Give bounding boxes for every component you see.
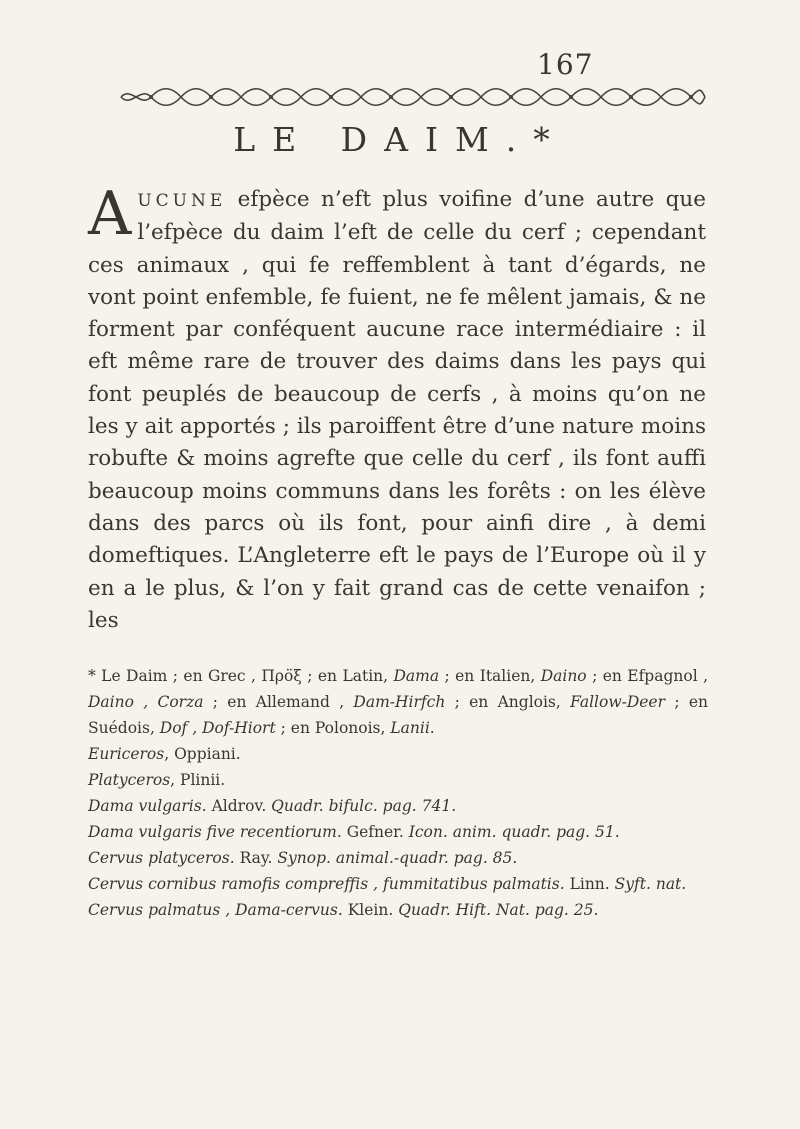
footnote-text: * Le Daim ; en Grec , (88, 667, 262, 685)
drop-cap: A (88, 179, 132, 249)
reference-citation: Icon. anim. quadr. pag. 51. (408, 823, 620, 841)
first-word: UCUNE (137, 191, 227, 211)
reference-name: Euriceros (88, 745, 165, 763)
footnote-text: ; en Efpagnol , (586, 667, 708, 685)
reference-name: Cervus platyceros. (88, 849, 235, 867)
footnote-reference (88, 845, 708, 871)
footnote-reference (88, 871, 708, 897)
reference-author: , Plinii. (170, 771, 226, 789)
reference-name: Dama vulgaris five recentiorum. (88, 823, 342, 841)
reference-name: Cervus cornibus ramofis compreffis , fummitatibus palmatis. (88, 875, 565, 893)
latin-name: Dama (393, 667, 440, 685)
reference-author: , Oppiani. (164, 745, 241, 763)
reference-author: Aldrov. (206, 797, 272, 815)
polish-name: Lanii. (390, 719, 435, 737)
footnote-reference (88, 767, 708, 793)
footnote-text: ; en Italien, (439, 667, 541, 685)
footnote-text: ; en Allemand , (203, 693, 354, 711)
greek-name: Προ̈ξ (261, 667, 302, 685)
english-name: Fallow-Deer (570, 693, 666, 711)
reference-author: Gefner. (341, 823, 409, 841)
paragraph-text: efpèce n’eft plus voifine d’une autre que l’efpèce du daim l’eft de celle du cerf ; cependant ces animaux , qui fe reffemblent à tant d’égards, ne vont point enfemble, fe fuient, ne fe mêlent jamais, & ne forment par conféquent aucune race intermédiaire : il eft même rare de trouver des daims dans les pays qui font peuplés de beaucoup de cerfs , à moins qu’on ne les y ait apportés ; ils paroiffent être d’une nature moins robufte & moins agrefte que celle du cerf , ils font auffi beaucoup moins communs dans les forêts : on les élève dans des parcs où ils font, pour ainfi dire , à demi domeftiques. L’Angleterre eft le pays de l’Europe où il y en a le plus, & l’on y fait grand cas de cette venaifon ; les (88, 187, 706, 633)
reference-author: Linn. (564, 875, 615, 893)
decorative-header-ornament (117, 86, 707, 108)
swedish-name: Dof , Dof-Hiort (159, 719, 276, 737)
reference-name: Platyceros (88, 771, 171, 789)
reference-author: Klein. (342, 901, 399, 919)
footnote-reference (88, 897, 708, 923)
reference-citation: Syft. nat. (614, 875, 687, 893)
footnotes (88, 663, 708, 923)
reference-citation: Synop. animal.-quadr. pag. 85. (277, 849, 518, 867)
italian-name: Daino (540, 667, 587, 685)
footnote-text: ; en Anglois, (445, 693, 571, 711)
reference-citation: Quadr. bifulc. pag. 741. (271, 797, 457, 815)
german-name: Dam-Hirfch (353, 693, 446, 711)
reference-author: Ray. (234, 849, 278, 867)
chapter-title: LE DAIM.* (233, 120, 567, 159)
footnote-reference (88, 741, 708, 767)
body-paragraph (88, 179, 706, 637)
page-number: 167 (537, 48, 594, 81)
footnote-names (88, 663, 708, 741)
footnote-text: ; en Polonois, (275, 719, 391, 737)
footnote-reference (88, 793, 708, 819)
reference-name: Dama vulgaris. (88, 797, 207, 815)
footnote-text: ; en Latin, (301, 667, 394, 685)
spanish-name: Daino , Corza (88, 693, 204, 711)
reference-name: Cervus palmatus , Dama-cervus. (88, 901, 343, 919)
footnote-reference (88, 819, 708, 845)
reference-citation: Quadr. Hift. Nat. pag. 25. (398, 901, 599, 919)
footnote-text: ; en Suédois, (88, 693, 708, 737)
